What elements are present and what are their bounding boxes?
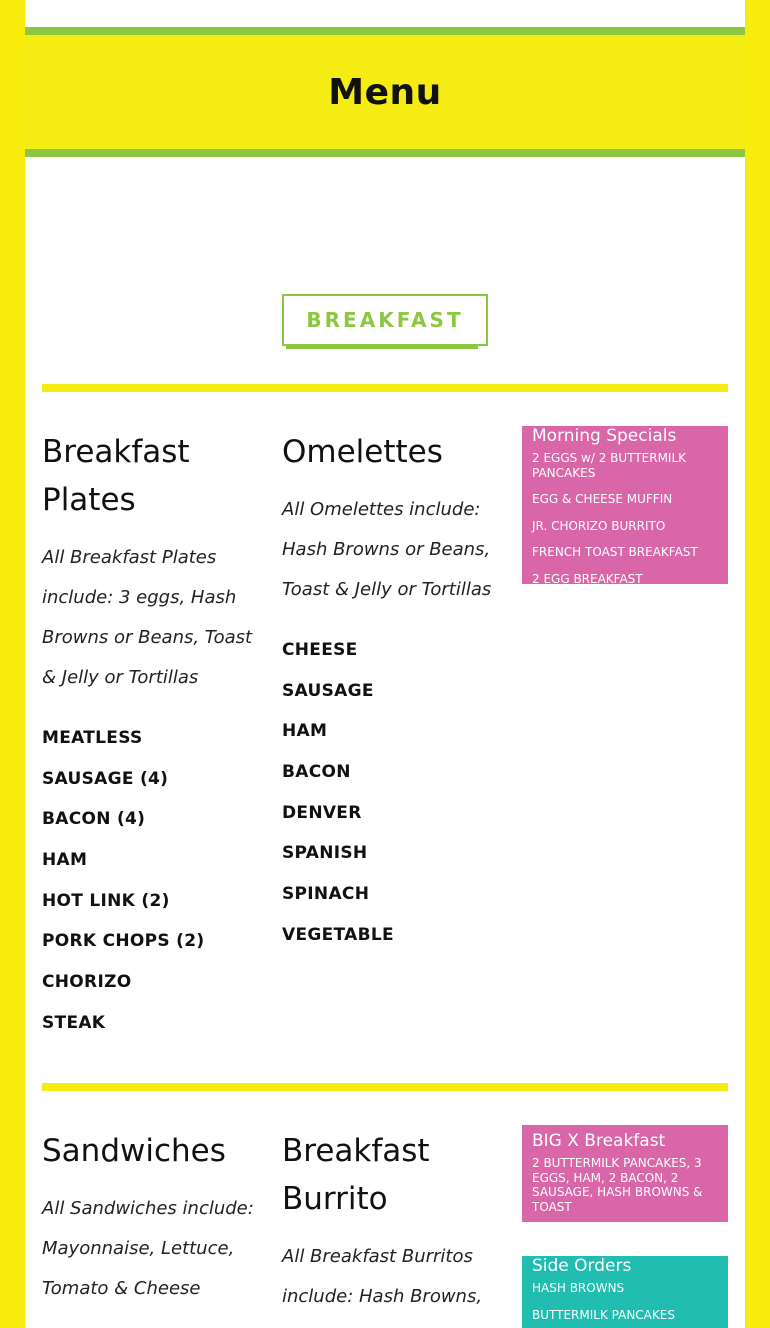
section-description: All Breakfast Plates include: 3 eggs, Hash Browns or Beans, Toast & Jelly or Tortillas xyxy=(42,547,253,688)
special-item: FRENCH TOAST BREAKFAST xyxy=(532,545,698,559)
side-item: BUTTERMILK PANCAKES xyxy=(532,1307,675,1322)
page xyxy=(25,0,745,1328)
section-title: Breakfast Burrito xyxy=(282,1133,430,1217)
menu-item: MEATLESS xyxy=(42,728,143,748)
section-divider xyxy=(42,384,728,392)
big-x-description: 2 BUTTERMILK PANCAKES, 3 EGGS, HAM, 2 BACON, 2 SAUSAGE, HASH BROWNS & TOAST xyxy=(532,1156,703,1214)
menu-item: PORK CHOPS (2) xyxy=(42,931,205,952)
side-item: HASH BROWNS xyxy=(532,1281,625,1295)
special-item: JR. CHORIZO BURRITO xyxy=(532,518,666,533)
page-title: Menu xyxy=(328,71,442,113)
menu-item: CHORIZO xyxy=(42,972,132,993)
breakfast-badge-label: BREAKFAST xyxy=(306,308,464,332)
menu-item: DENVER xyxy=(282,802,362,823)
menu-item: STEAK xyxy=(42,1012,106,1033)
menu-banner xyxy=(25,27,745,157)
big-x-box xyxy=(522,1125,728,1222)
menu-item: SAUSAGE (4) xyxy=(42,768,169,789)
box-title: BIG X Breakfast xyxy=(532,1131,666,1151)
menu-item: HOT LINK (2) xyxy=(42,890,170,911)
menu-item: SPANISH xyxy=(282,843,368,864)
box-title: Side Orders xyxy=(532,1256,632,1276)
breakfast-badge-box xyxy=(282,294,488,346)
section-description: All Breakfast Burritos include: Hash Browns, xyxy=(282,1246,483,1307)
menu-item: BACON (4) xyxy=(42,809,146,830)
special-item: 2 EGG BREAKFAST xyxy=(532,571,643,584)
menu-item: HAM xyxy=(42,850,88,871)
section-title: Breakfast Plates xyxy=(42,434,190,518)
morning-specials-box xyxy=(522,426,728,584)
section-title: Omelettes xyxy=(282,434,443,470)
sandwiches-section xyxy=(42,1127,257,1309)
breakfast-plates-section xyxy=(42,428,257,1044)
breakfast-badge xyxy=(282,294,488,346)
menu-item: HAM xyxy=(282,721,328,742)
section-divider xyxy=(42,1083,728,1091)
breakfast-plates-list xyxy=(42,718,257,1044)
menu-item: BACON xyxy=(282,762,351,783)
special-item: EGG & CHEESE MUFFIN xyxy=(532,492,673,506)
special-item: 2 EGGS w/ 2 BUTTERMILK PANCAKES xyxy=(532,451,687,480)
omelettes-list xyxy=(282,630,497,956)
box-title: Morning Specials xyxy=(532,426,677,446)
menu-item: CHEESE xyxy=(282,640,358,660)
section-description: All Sandwiches include: Mayonnaise, Lettuce, Tomato & Cheese xyxy=(42,1198,254,1299)
menu-item: VEGETABLE xyxy=(282,924,394,945)
menu-item: SPINACH xyxy=(282,884,370,905)
section-description: All Omelettes include: Hash Browns or Beans, Toast & Jelly or Tortillas xyxy=(282,499,492,600)
section-title: Sandwiches xyxy=(42,1133,226,1169)
menu-item: SAUSAGE xyxy=(282,680,374,701)
side-orders-box xyxy=(522,1256,728,1328)
breakfast-burrito-section xyxy=(282,1127,497,1317)
omelettes-section xyxy=(282,428,497,956)
badge-underline xyxy=(286,344,478,349)
